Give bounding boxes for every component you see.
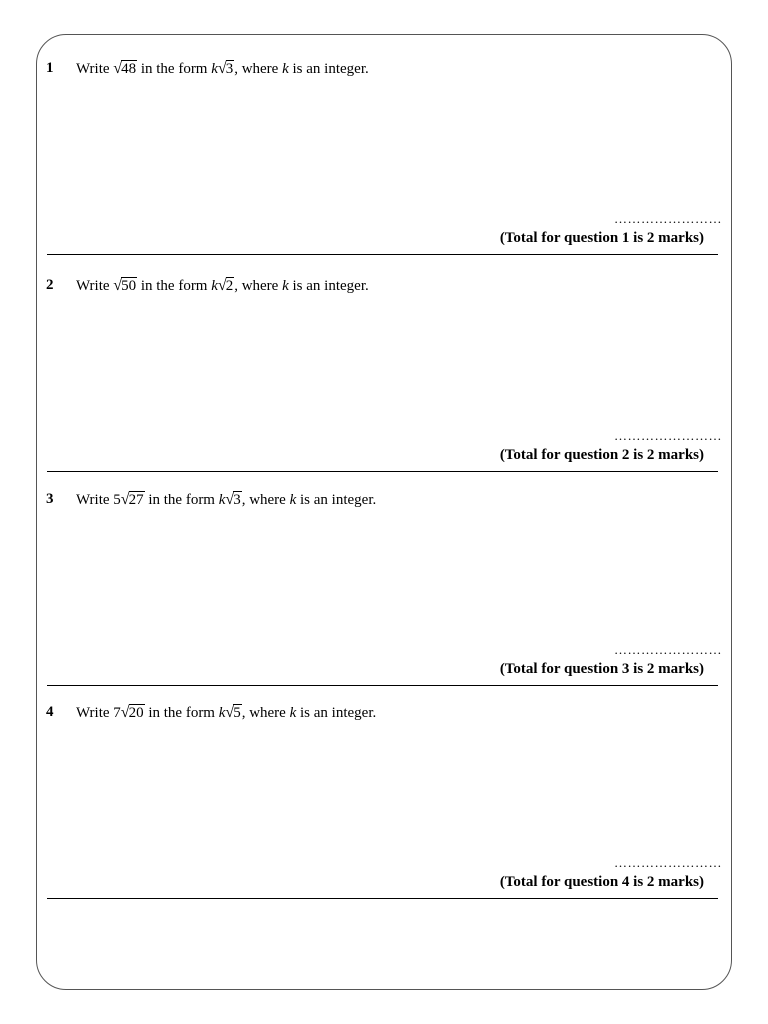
end-variable-k: k: [282, 278, 289, 294]
radicand: 48: [121, 61, 137, 77]
surd-expression: [113, 278, 137, 294]
end-pre: , where: [241, 492, 286, 508]
form-radicand: 2: [225, 278, 234, 294]
surd-expression: [113, 492, 144, 508]
mid-text: in the form: [148, 705, 215, 721]
total-marks: (Total for question 3 is 2 marks): [499, 661, 704, 677]
question-number: 4: [46, 704, 54, 720]
variable-k: k: [211, 61, 218, 77]
end-post: is an integer.: [292, 278, 369, 294]
end-post: is an integer.: [292, 61, 369, 77]
mid-text: in the form: [148, 492, 215, 508]
form-expression: [219, 492, 242, 508]
question-1: [0, 60, 768, 277]
radical-sign: √: [225, 491, 235, 508]
radical-sign: √: [217, 277, 227, 294]
write-word: Write: [76, 705, 110, 721]
answer-line: ……………………: [614, 428, 722, 443]
coefficient: 5: [113, 492, 121, 508]
form-radicand: 3: [233, 492, 241, 508]
question-text: [76, 60, 369, 78]
divider-line: [47, 471, 718, 472]
write-word: Write: [76, 61, 110, 77]
variable-k: k: [211, 278, 218, 294]
form-expression: [211, 61, 234, 77]
surd-expression: [113, 61, 137, 77]
radicand: 20: [128, 705, 144, 721]
total-marks: (Total for question 1 is 2 marks): [499, 230, 704, 246]
question-text: [76, 277, 369, 295]
total-marks: (Total for question 2 is 2 marks): [499, 447, 704, 463]
form-expression: [219, 705, 242, 721]
question-number: 3: [46, 491, 54, 507]
write-word: Write: [76, 492, 110, 508]
end-post: is an integer.: [300, 705, 377, 721]
answer-line: ……………………: [614, 642, 722, 657]
answer-line: ……………………: [614, 855, 722, 870]
answer-line: ……………………: [614, 211, 722, 226]
variable-k: k: [218, 705, 226, 721]
end-variable-k: k: [282, 61, 289, 77]
radical-sign: √: [217, 60, 227, 77]
divider-line: [47, 685, 718, 686]
end-variable-k: k: [289, 705, 297, 721]
question-4: [0, 704, 768, 921]
variable-k: k: [218, 492, 226, 508]
form-expression: [211, 278, 234, 294]
divider-line: [47, 898, 718, 899]
coefficient: 7: [113, 705, 121, 721]
radical-sign: √: [225, 704, 235, 721]
mid-text: in the form: [140, 278, 208, 294]
form-radicand: 5: [233, 705, 241, 721]
end-pre: , where: [241, 705, 286, 721]
question-3: [0, 491, 768, 708]
radical-sign: √: [113, 277, 123, 294]
radical-sign: √: [113, 60, 123, 77]
end-post: is an integer.: [300, 492, 377, 508]
question-number: 2: [46, 277, 54, 293]
radical-sign: √: [120, 491, 130, 508]
form-radicand: 3: [225, 61, 234, 77]
question-number: 1: [46, 60, 54, 76]
question-2: [0, 277, 768, 494]
end-variable-k: k: [289, 492, 297, 508]
radical-sign: √: [120, 704, 130, 721]
write-word: Write: [76, 278, 110, 294]
question-text: [76, 491, 376, 509]
radicand: 50: [121, 278, 137, 294]
radicand: 27: [128, 492, 144, 508]
total-marks: (Total for question 4 is 2 marks): [499, 874, 704, 890]
surd-expression: [113, 705, 144, 721]
divider-line: [47, 254, 718, 255]
mid-text: in the form: [140, 61, 208, 77]
question-text: [76, 704, 376, 722]
end-pre: , where: [234, 278, 279, 294]
end-pre: , where: [234, 61, 279, 77]
